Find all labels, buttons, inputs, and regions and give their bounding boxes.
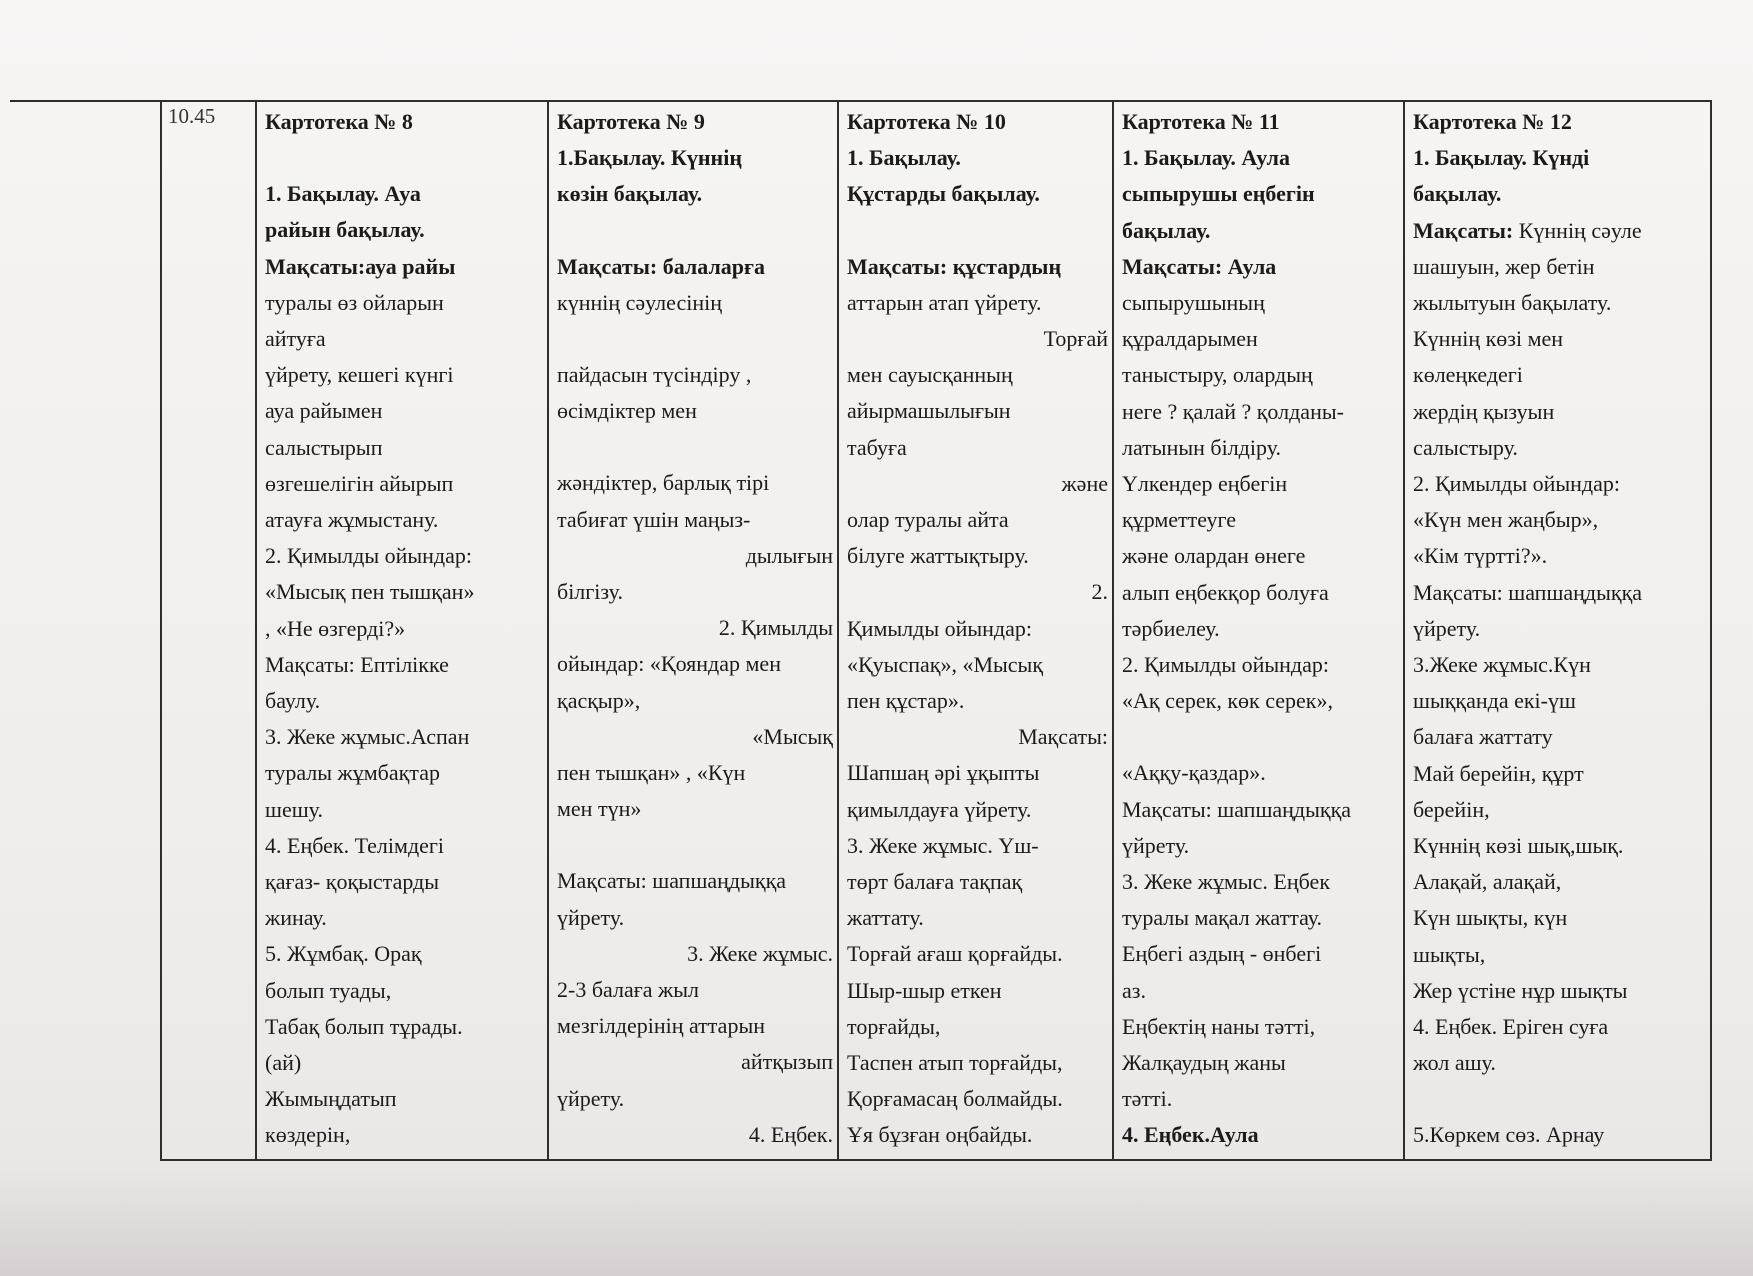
- text-line: Күннің көзі мен: [1413, 326, 1564, 352]
- text-line: тәрбиелеу.: [1122, 615, 1220, 641]
- text-line: 2.: [1091, 579, 1108, 605]
- text-line: мен сауысқанның: [847, 362, 1013, 388]
- card-text: [1118, 104, 1399, 1154]
- text-line: 1. Бақылау. Ауа: [265, 181, 421, 207]
- card-column-8: [256, 101, 548, 1160]
- text-line: салыстырып: [265, 434, 383, 460]
- text-line: шашуын, жер бетін: [1413, 253, 1595, 279]
- time-cell: [161, 101, 256, 1160]
- text-line: 2-3 балаға жыл: [557, 977, 699, 1003]
- card-column-9: [548, 101, 838, 1160]
- text-line: Мақсаты: Аула: [1122, 253, 1277, 279]
- text-line: латынын білдіру.: [1122, 434, 1281, 460]
- text-line: Мақсаты: шапшаңдыққа: [1413, 579, 1643, 605]
- text-line: күннің сәулесінің: [557, 289, 723, 315]
- text-line: Шыр-шыр еткен: [847, 977, 1002, 1003]
- bold-prefix: Мақсаты:: [1413, 217, 1514, 243]
- text-line: 4. Еңбек.: [748, 1121, 833, 1147]
- text-line: 3.Жеке жұмыс.Күн: [1413, 652, 1591, 678]
- text-line: [557, 827, 833, 863]
- text-line: көздерін,: [265, 1122, 351, 1148]
- text-line: [1413, 213, 1706, 249]
- text-line: 2. Қимылды ойындар:: [1122, 652, 1330, 678]
- text-line: алып еңбекқор болуға: [1122, 579, 1329, 605]
- text-line: Табақ болып тұрады.: [265, 1013, 463, 1039]
- text-line: өзгешелігін айырып: [265, 470, 454, 496]
- text-line: қимылдауға үйрету.: [847, 796, 1032, 822]
- text-line: пен тышқан» , «Күн: [557, 760, 746, 786]
- text-line: ауа райымен: [265, 398, 383, 424]
- text-line: балаға жаттату: [1413, 724, 1553, 750]
- text-line: шешу.: [265, 796, 323, 822]
- text-line: мен түн»: [557, 796, 642, 822]
- text-line: (ай): [265, 1050, 302, 1076]
- text-line: Таспен атып торғайды,: [847, 1050, 1063, 1076]
- text-line: туралы мақал жаттау.: [1122, 905, 1323, 931]
- text-line: пен құстар».: [847, 688, 965, 714]
- plan-sheet: [160, 100, 1712, 1161]
- text-line: аз.: [1122, 977, 1146, 1003]
- text-line: білгізу.: [557, 579, 623, 605]
- text-line: Картотека № 12: [1413, 109, 1572, 134]
- text-line: Картотека № 11: [1122, 109, 1280, 134]
- table-row: [161, 101, 1711, 1160]
- text-line: үйрету.: [557, 904, 625, 930]
- text-line: 3. Жеке жұмыс. Еңбек: [1122, 869, 1331, 895]
- text-line: Қимылды ойындар:: [847, 615, 1033, 641]
- text-line: табуға: [847, 434, 907, 460]
- text-line: табиғат үшін маңыз-: [557, 506, 751, 532]
- card-text: [843, 104, 1108, 1154]
- text-line: 5. Жұмбақ. Орақ: [265, 941, 422, 967]
- text-line: [847, 213, 1108, 249]
- text-line: жаттату.: [847, 905, 924, 931]
- text-line: 3. Жеке жұмыс.Аспан: [265, 724, 470, 750]
- text-line: Мақсаты: балаларға: [557, 253, 766, 279]
- text-line: Торғай ағаш қорғайды.: [847, 941, 1063, 967]
- text-line: Май берейін, құрт: [1413, 760, 1584, 786]
- card-text: [553, 104, 833, 1153]
- text-line: шыққанда екі-үш: [1413, 688, 1576, 714]
- text-line: «Аққу-қаздар».: [1122, 760, 1266, 786]
- text-line: [557, 321, 833, 357]
- card-column-12: [1404, 101, 1711, 1160]
- text-line: 1.Бақылау. Күннің: [557, 145, 743, 171]
- text-line: көзін бақылау.: [557, 181, 703, 207]
- page-bottom-shadow: [0, 1165, 1753, 1276]
- text-line: берейін,: [1413, 796, 1490, 822]
- text-line: салыстыру.: [1413, 434, 1518, 460]
- text-line: пайдасын түсіндіру ,: [557, 362, 752, 388]
- text-line: Еңбегі аздың - өнбегі: [1122, 941, 1322, 967]
- text-line: «Ақ серек, көк серек»,: [1122, 688, 1333, 714]
- text-line: үйрету.: [1413, 615, 1481, 641]
- text-line: Картотека № 10: [847, 109, 1006, 134]
- text-line: «Мысық пен тышқан»: [265, 579, 475, 605]
- text-line: 3. Жеке жұмыс.: [687, 940, 833, 966]
- card-text: [1409, 104, 1706, 1154]
- text-line: Жер үстіне нұр шықты: [1413, 977, 1628, 1003]
- text-line: 4. Еңбек. Телімдегі: [265, 832, 445, 858]
- text-line: райын бақылау.: [265, 217, 425, 243]
- text-line: бақылау.: [1122, 217, 1211, 243]
- text-line: қасқыр»,: [557, 687, 641, 713]
- text-line: 1. Бақылау. Күнді: [1413, 145, 1590, 171]
- text-line: Мақсаты: шапшаңдыққа: [1122, 796, 1352, 822]
- text-line: сыпырушы еңбегін: [1122, 181, 1315, 207]
- card-column-10: [838, 101, 1113, 1160]
- text-line: тәтті.: [1122, 1086, 1173, 1112]
- text-line: 2. Қимылды ойындар:: [265, 543, 473, 569]
- text-line: туралы өз ойларын: [265, 289, 444, 315]
- text-line: 3. Жеке жұмыс. Үш-: [847, 832, 1039, 858]
- text-line: қағаз- қоқыстарды: [265, 869, 440, 895]
- text-line: [265, 140, 543, 176]
- text-line: Құстарды бақылау.: [847, 181, 1040, 207]
- text-line: және олардан өнеге: [1122, 543, 1306, 569]
- text-line: «Кім түртті?».: [1413, 543, 1548, 569]
- text-line: айтқызып: [741, 1049, 833, 1075]
- text-line: аттарын атап үйрету.: [847, 289, 1042, 315]
- text-line: Алақай, алақай,: [1413, 869, 1562, 895]
- text-line: айырмашылығын: [847, 398, 1011, 424]
- text-line: бақылау.: [1413, 181, 1502, 207]
- text-line: 2. Қимылды ойындар:: [1413, 471, 1621, 497]
- text-line: Шапшаң әрі ұқыпты: [847, 760, 1040, 786]
- text-line: құралдарымен: [1122, 326, 1258, 352]
- text-line: Күн шықты, күн: [1413, 905, 1568, 931]
- text-line: «Қуыспақ», «Мысық: [847, 651, 1044, 677]
- text-line: ойындар: «Қояндар мен: [557, 651, 781, 677]
- text-line: көлеңкедегі: [1413, 362, 1523, 388]
- text-line: 4. Еңбек. Еріген суға: [1413, 1014, 1609, 1040]
- text-line: төрт балаға тақпақ: [847, 869, 1023, 895]
- card-text: [261, 104, 543, 1154]
- top-rule-line: [10, 100, 165, 102]
- text-line: Жымыңдатып: [265, 1086, 397, 1112]
- text-line: атауға жұмыстану.: [265, 507, 439, 533]
- text-line: жинау.: [265, 905, 327, 931]
- text-line: 1. Бақылау. Аула: [1122, 145, 1291, 171]
- text-line: Мақсаты:: [1018, 724, 1108, 750]
- text-line: Картотека № 9: [557, 109, 705, 134]
- line-rest: Күннің сәуле: [1513, 217, 1642, 243]
- text-line: баулу.: [265, 688, 321, 714]
- text-line: Мақсаты: құстардың: [847, 253, 1062, 279]
- text-line: білуге жаттықтыру.: [847, 543, 1029, 569]
- text-line: Үлкендер еңбегін: [1122, 471, 1288, 497]
- text-line: құрметтеуге: [1122, 507, 1236, 533]
- text-line: [1413, 1081, 1706, 1117]
- text-line: жердің қызуын: [1413, 398, 1555, 424]
- text-line: Мақсаты: шапшаңдыққа: [557, 868, 787, 894]
- text-line: неге ? қалай ? қолданы-: [1122, 398, 1344, 424]
- text-line: 4. Еңбек.Аула: [1122, 1122, 1259, 1148]
- text-line: Қорғамасаң болмайды.: [847, 1086, 1063, 1112]
- text-line: олар туралы айта: [847, 507, 1009, 533]
- text-line: [557, 213, 833, 249]
- text-line: Ұя бұзған оңбайды.: [847, 1122, 1033, 1148]
- text-line: айтуға: [265, 326, 326, 352]
- text-line: шықты,: [1413, 941, 1486, 967]
- card-column-11: [1113, 101, 1404, 1160]
- text-line: Күннің көзі шық,шық.: [1413, 833, 1624, 859]
- text-line: 2. Қимылды: [718, 615, 833, 641]
- text-line: 5.Көркем сөз. Арнау: [1413, 1122, 1605, 1148]
- text-line: , «Не өзгерді?»: [265, 615, 406, 641]
- text-line: туралы жұмбақтар: [265, 760, 440, 786]
- text-line: мезгілдерінің аттарын: [557, 1013, 766, 1039]
- schedule-table: [160, 100, 1712, 1161]
- text-line: болып туады,: [265, 977, 392, 1003]
- text-line: «Күн мен жаңбыр»,: [1413, 507, 1599, 533]
- text-line: [557, 429, 833, 465]
- text-line: Мақсаты:ауа райы: [265, 253, 456, 279]
- time-label: 10.45: [168, 104, 216, 128]
- text-line: жол ашу.: [1413, 1050, 1496, 1076]
- text-line: таныстыру, олардың: [1122, 362, 1313, 388]
- text-line: үйрету.: [1122, 832, 1190, 858]
- text-line: торғайды,: [847, 1013, 941, 1039]
- text-line: Еңбектің наны тәтті,: [1122, 1013, 1316, 1039]
- text-line: Картотека № 8: [265, 109, 413, 134]
- text-line: «Мысық: [752, 723, 833, 749]
- text-line: үйрету.: [557, 1085, 625, 1111]
- text-line: дылығын: [745, 542, 833, 568]
- text-line: Торғай: [1043, 326, 1108, 352]
- text-line: жәндіктер, барлық тірі: [557, 470, 770, 496]
- text-line: үйрету, кешегі күнгі: [265, 362, 454, 388]
- text-line: 1. Бақылау.: [847, 145, 961, 171]
- text-line: Жалқаудың жаны: [1122, 1050, 1286, 1076]
- text-line: [1122, 719, 1399, 755]
- text-line: өсімдіктер мен: [557, 398, 697, 424]
- text-line: және: [1061, 470, 1108, 496]
- text-line: сыпырушының: [1122, 290, 1265, 316]
- text-line: Мақсаты: Ептілікке: [265, 651, 449, 677]
- text-line: жылытуын бақылату.: [1413, 290, 1612, 316]
